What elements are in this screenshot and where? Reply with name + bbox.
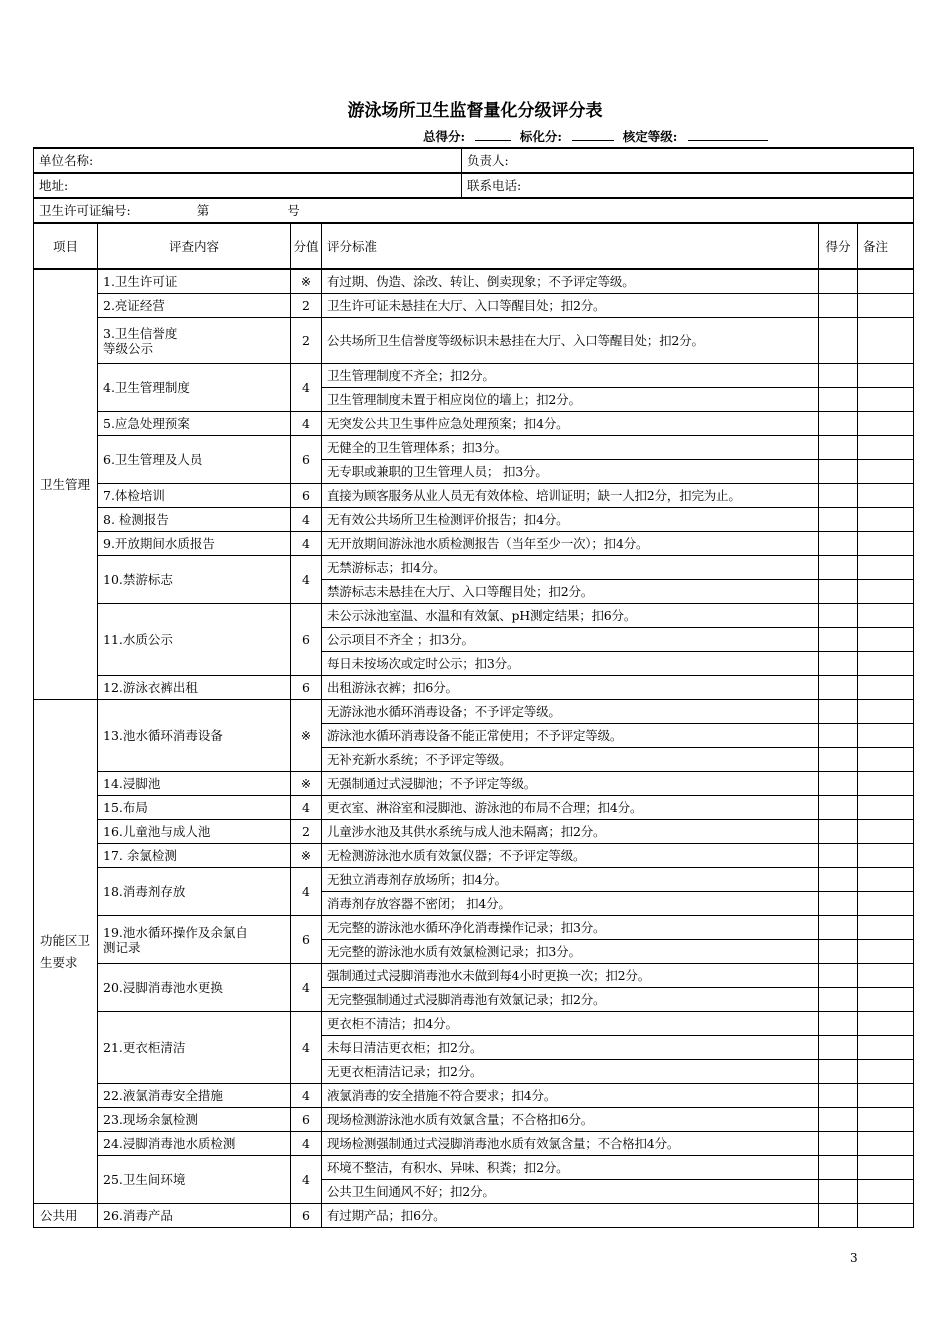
criteria-cell: 无有效公共场所卫生检测评价报告；扣4分。 [322, 508, 819, 532]
item-value: 4 [291, 1012, 322, 1084]
item-name: 10.禁游标志 [98, 556, 291, 604]
remark-cell[interactable] [858, 1036, 914, 1060]
criteria-cell: 卫生管理制度不齐全；扣2分。 [322, 364, 819, 388]
table-row [34, 412, 914, 436]
table-row [34, 532, 914, 556]
item-value: 2 [291, 820, 322, 844]
table-row [34, 1084, 914, 1108]
remark-cell[interactable] [858, 724, 914, 748]
score-cell[interactable] [819, 868, 858, 892]
remark-cell[interactable] [858, 772, 914, 796]
criteria-cell: 公共卫生间通风不好；扣2分。 [322, 1180, 819, 1204]
item-name: 6.卫生管理及人员 [98, 436, 291, 484]
remark-cell[interactable] [858, 868, 914, 892]
remark-cell[interactable] [858, 484, 914, 508]
grade-blank[interactable] [688, 128, 768, 141]
remark-cell[interactable] [858, 964, 914, 988]
item-name: 22.液氯消毒安全措施 [98, 1084, 291, 1108]
header-score: 得分 [819, 223, 858, 269]
item-name: 24.浸脚消毒池水质检测 [98, 1132, 291, 1156]
criteria-cell: 未每日清洁更衣柜；扣2分。 [322, 1036, 819, 1060]
remark-cell[interactable] [858, 892, 914, 916]
table-row [34, 556, 914, 580]
item-name: 21.更衣柜清洁 [98, 1012, 291, 1084]
item-name: 8. 检测报告 [98, 508, 291, 532]
item-name: 5.应急处理预案 [98, 412, 291, 436]
item-name: 23.现场余氯检测 [98, 1108, 291, 1132]
remark-cell[interactable] [858, 1108, 914, 1132]
table-row [34, 844, 914, 868]
item-value: 2 [291, 318, 322, 364]
table-row [34, 1132, 914, 1156]
criteria-cell: 无补充新水系统；不予评定等级。 [322, 748, 819, 772]
criteria-cell: 无健全的卫生管理体系；扣3分。 [322, 436, 819, 460]
remark-cell[interactable] [858, 940, 914, 964]
table-row [34, 820, 914, 844]
remark-cell[interactable] [858, 1132, 914, 1156]
license-label: 卫生许可证编号: [39, 203, 131, 218]
item-value: 6 [291, 1108, 322, 1132]
criteria-cell: 未公示泳池室温、水温和有效氯、pH测定结果；扣6分。 [322, 604, 819, 628]
remark-cell[interactable] [858, 269, 914, 294]
score-cell[interactable] [819, 1156, 858, 1180]
score-cell[interactable] [819, 318, 858, 364]
remark-cell[interactable] [858, 532, 914, 556]
item-name: 18.消毒剂存放 [98, 868, 291, 916]
item-name: 1.卫生许可证 [98, 269, 291, 294]
page-title: 游泳场所卫生监督量化分级评分表 [347, 101, 603, 121]
item-value: ※ [291, 772, 322, 796]
page-number: 3 [850, 1251, 858, 1265]
item-name: 20.浸脚消毒池水更换 [98, 964, 291, 1012]
item-value: ※ [291, 844, 322, 868]
table-row [34, 772, 914, 796]
criteria-cell: 公示项目不齐全 ；扣3分。 [322, 628, 819, 652]
item-name: 14.浸脚池 [98, 772, 291, 796]
table-row [34, 700, 914, 724]
remark-cell[interactable] [858, 460, 914, 484]
table-row [34, 1108, 914, 1132]
criteria-cell: 儿童涉水池及其供水系统与成人池未隔离；扣2分。 [322, 820, 819, 844]
score-cell[interactable] [819, 964, 858, 988]
standard-score-label: 标化分: [519, 129, 562, 144]
criteria-cell: 无强制通过式浸脚池；不予评定等级。 [322, 772, 819, 796]
criteria-cell: 有过期、伪造、涂改、转让、倒卖现象；不予评定等级。 [322, 269, 819, 294]
score-cell[interactable] [819, 460, 858, 484]
item-value: 4 [291, 868, 322, 916]
item-value: 4 [291, 796, 322, 820]
table-row [34, 604, 914, 628]
criteria-cell: 直接为顾客服务从业人员无有效体检、培训证明；缺一人扣2分，扣完为止。 [322, 484, 819, 508]
address-field[interactable]: 地址: [34, 173, 462, 198]
criteria-cell: 禁游标志未悬挂在大厅、入口等醒目处；扣2分。 [322, 580, 819, 604]
table-row [34, 1156, 914, 1180]
unit-name-field[interactable]: 单位名称: [34, 148, 462, 173]
header-project: 项目 [34, 223, 98, 269]
score-cell[interactable] [819, 724, 858, 748]
score-cell[interactable] [819, 269, 858, 294]
group-label-g2: 功能区卫生要求 [34, 700, 98, 1204]
score-cell[interactable] [819, 628, 858, 652]
header-criteria: 评分标准 [322, 223, 819, 269]
license-hao: 号 [287, 203, 300, 218]
remark-cell[interactable] [858, 580, 914, 604]
criteria-cell: 强制通过式浸脚消毒池水未做到每4小时更换一次；扣2分。 [322, 964, 819, 988]
table-row [34, 1204, 914, 1228]
item-name: 3.卫生信誉度 等级公示 [98, 318, 291, 364]
remark-cell[interactable] [858, 844, 914, 868]
score-cell[interactable] [819, 294, 858, 318]
item-name: 9.开放期间水质报告 [98, 532, 291, 556]
item-value: ※ [291, 700, 322, 772]
item-name: 15.布局 [98, 796, 291, 820]
criteria-cell: 无开放期间游泳池水质检测报告（当年至少一次）；扣4分。 [322, 532, 819, 556]
criteria-cell: 液氯消毒的安全措施不符合要求；扣4分。 [322, 1084, 819, 1108]
table-row [34, 964, 914, 988]
header-content: 评查内容 [98, 223, 291, 269]
item-name: 26.消毒产品 [98, 1204, 291, 1228]
header-value: 分值 [291, 223, 322, 269]
responsible-person-field[interactable]: 负责人: [462, 148, 914, 173]
score-cell[interactable] [819, 844, 858, 868]
criteria-cell: 现场检测游泳池水质有效氯含量；不合格扣6分。 [322, 1108, 819, 1132]
criteria-cell: 无专职或兼职的卫生管理人员； 扣3分。 [322, 460, 819, 484]
score-cell[interactable] [819, 388, 858, 412]
remark-cell[interactable] [858, 318, 914, 364]
remark-cell[interactable] [858, 1180, 914, 1204]
criteria-cell: 消毒剂存放容器不密闭； 扣4分。 [322, 892, 819, 916]
item-value: 4 [291, 364, 322, 412]
table-row [34, 364, 914, 388]
remark-cell[interactable] [858, 436, 914, 460]
item-value: 6 [291, 484, 322, 508]
item-value: 6 [291, 676, 322, 700]
item-value: 4 [291, 412, 322, 436]
score-cell[interactable] [819, 1108, 858, 1132]
remark-cell[interactable] [858, 700, 914, 724]
total-score-label: 总得分: [423, 129, 466, 144]
group-label-g1: 卫生管理 [34, 269, 98, 700]
item-name: 4.卫生管理制度 [98, 364, 291, 412]
criteria-cell: 游泳池水循环消毒设备不能正常使用；不予评定等级。 [322, 724, 819, 748]
criteria-cell: 更衣室、淋浴室和浸脚池、游泳池的布局不合理；扣4分。 [322, 796, 819, 820]
remark-cell[interactable] [858, 652, 914, 676]
score-cell[interactable] [819, 1012, 858, 1036]
table-row [34, 916, 914, 940]
remark-cell[interactable] [858, 796, 914, 820]
score-cell[interactable] [819, 532, 858, 556]
remark-cell[interactable] [858, 1084, 914, 1108]
score-cell[interactable] [819, 580, 858, 604]
item-name: 25.卫生间环境 [98, 1156, 291, 1204]
table-row [34, 269, 914, 294]
score-cell[interactable] [819, 604, 858, 628]
score-cell[interactable] [819, 1060, 858, 1084]
criteria-cell: 现场检测强制通过式浸脚消毒池水质有效氯含量；不合格扣4分。 [322, 1132, 819, 1156]
table-row [34, 1012, 914, 1036]
criteria-cell: 出租游泳衣裤；扣6分。 [322, 676, 819, 700]
score-cell[interactable] [819, 364, 858, 388]
item-name: 12.游泳衣裤出租 [98, 676, 291, 700]
criteria-cell: 无检测游泳池水质有效氯仪器；不予评定等级。 [322, 844, 819, 868]
table-row [34, 484, 914, 508]
item-name: 17. 余氯检测 [98, 844, 291, 868]
score-cell[interactable] [819, 556, 858, 580]
score-cell[interactable] [819, 412, 858, 436]
item-value: 4 [291, 556, 322, 604]
header-remark: 备注 [858, 223, 914, 269]
criteria-cell: 无禁游标志；扣4分。 [322, 556, 819, 580]
criteria-cell: 无更衣柜清洁记录；扣2分。 [322, 1060, 819, 1084]
criteria-cell: 环境不整洁，有积水、异味、积粪；扣2分。 [322, 1156, 819, 1180]
score-cell[interactable] [819, 484, 858, 508]
criteria-cell: 无完整的游泳池水质有效氯检测记录；扣3分。 [322, 940, 819, 964]
score-cell[interactable] [819, 916, 858, 940]
table-row [34, 868, 914, 892]
criteria-cell: 卫生许可证未悬挂在大厅、入口等醒目处；扣2分。 [322, 294, 819, 318]
remark-cell[interactable] [858, 604, 914, 628]
group-label-g3: 公共用 [34, 1204, 98, 1228]
score-cell[interactable] [819, 820, 858, 844]
criteria-cell: 无独立消毒剂存放场所；扣4分。 [322, 868, 819, 892]
remark-cell[interactable] [858, 676, 914, 700]
item-value: 6 [291, 436, 322, 484]
remark-cell[interactable] [858, 1012, 914, 1036]
score-cell[interactable] [819, 436, 858, 460]
score-cell[interactable] [819, 892, 858, 916]
item-name: 16.儿童池与成人池 [98, 820, 291, 844]
criteria-cell: 每日未按场次或定时公示；扣3分。 [322, 652, 819, 676]
score-cell[interactable] [819, 1180, 858, 1204]
phone-field[interactable]: 联系电话: [462, 173, 914, 198]
item-value: 4 [291, 964, 322, 1012]
item-name: 7.体检培训 [98, 484, 291, 508]
score-cell[interactable] [819, 940, 858, 964]
remark-cell[interactable] [858, 412, 914, 436]
remark-cell[interactable] [858, 364, 914, 388]
item-value: 6 [291, 916, 322, 964]
score-cell[interactable] [819, 772, 858, 796]
score-cell[interactable] [819, 1084, 858, 1108]
item-name: 19.池水循环操作及余氯自 测记录 [98, 916, 291, 964]
item-value: 4 [291, 1156, 322, 1204]
remark-cell[interactable] [858, 628, 914, 652]
score-cell[interactable] [819, 652, 858, 676]
table-row [34, 508, 914, 532]
license-number-field[interactable] [34, 198, 914, 223]
table-row [34, 294, 914, 318]
item-value: 2 [291, 294, 322, 318]
item-value: 4 [291, 1084, 322, 1108]
item-value: ※ [291, 269, 322, 294]
grade-label: 核定等级: [622, 129, 678, 144]
criteria-cell: 无突发公共卫生事件应急处理预案；扣4分。 [322, 412, 819, 436]
remark-cell[interactable] [858, 820, 914, 844]
remark-cell[interactable] [858, 1156, 914, 1180]
item-name: 13.池水循环消毒设备 [98, 700, 291, 772]
total-score-blank[interactable] [475, 128, 511, 141]
item-value: 6 [291, 1204, 322, 1228]
criteria-cell: 卫生管理制度未置于相应岗位的墙上；扣2分。 [322, 388, 819, 412]
score-cell[interactable] [819, 1132, 858, 1156]
item-name: 11.水质公示 [98, 604, 291, 676]
item-value: 4 [291, 508, 322, 532]
license-di: 第 [196, 203, 210, 218]
remark-cell[interactable] [858, 988, 914, 1012]
item-name: 2.亮证经营 [98, 294, 291, 318]
evaluation-table [33, 147, 914, 1228]
standard-score-blank[interactable] [572, 128, 614, 141]
score-cell[interactable] [819, 700, 858, 724]
remark-cell[interactable] [858, 508, 914, 532]
criteria-cell: 公共场所卫生信誉度等级标识未悬挂在大厅、入口等醒目处；扣2分。 [322, 318, 819, 364]
criteria-cell: 有过期产品；扣6分。 [322, 1204, 819, 1228]
remark-cell[interactable] [858, 556, 914, 580]
criteria-cell: 更衣柜不清洁；扣4分。 [322, 1012, 819, 1036]
criteria-cell: 无完整强制通过式浸脚消毒池有效氯记录；扣2分。 [322, 988, 819, 1012]
score-cell[interactable] [819, 748, 858, 772]
score-cell[interactable] [819, 508, 858, 532]
remark-cell[interactable] [858, 916, 914, 940]
remark-cell[interactable] [858, 388, 914, 412]
table-row [34, 796, 914, 820]
remark-cell[interactable] [858, 1204, 914, 1228]
score-cell[interactable] [819, 988, 858, 1012]
score-cell[interactable] [819, 1036, 858, 1060]
item-value: 4 [291, 532, 322, 556]
score-summary [423, 127, 768, 145]
criteria-cell: 无游泳池水循环消毒设备；不予评定等级。 [322, 700, 819, 724]
table-row [34, 676, 914, 700]
criteria-cell: 无完整的游泳池水循环净化消毒操作记录；扣3分。 [322, 916, 819, 940]
score-cell[interactable] [819, 796, 858, 820]
table-row [34, 318, 914, 364]
score-cell[interactable] [819, 1204, 858, 1228]
remark-cell[interactable] [858, 748, 914, 772]
item-value: 4 [291, 1132, 322, 1156]
remark-cell[interactable] [858, 294, 914, 318]
table-row [34, 436, 914, 460]
item-value: 6 [291, 604, 322, 676]
remark-cell[interactable] [858, 1060, 914, 1084]
score-cell[interactable] [819, 676, 858, 700]
